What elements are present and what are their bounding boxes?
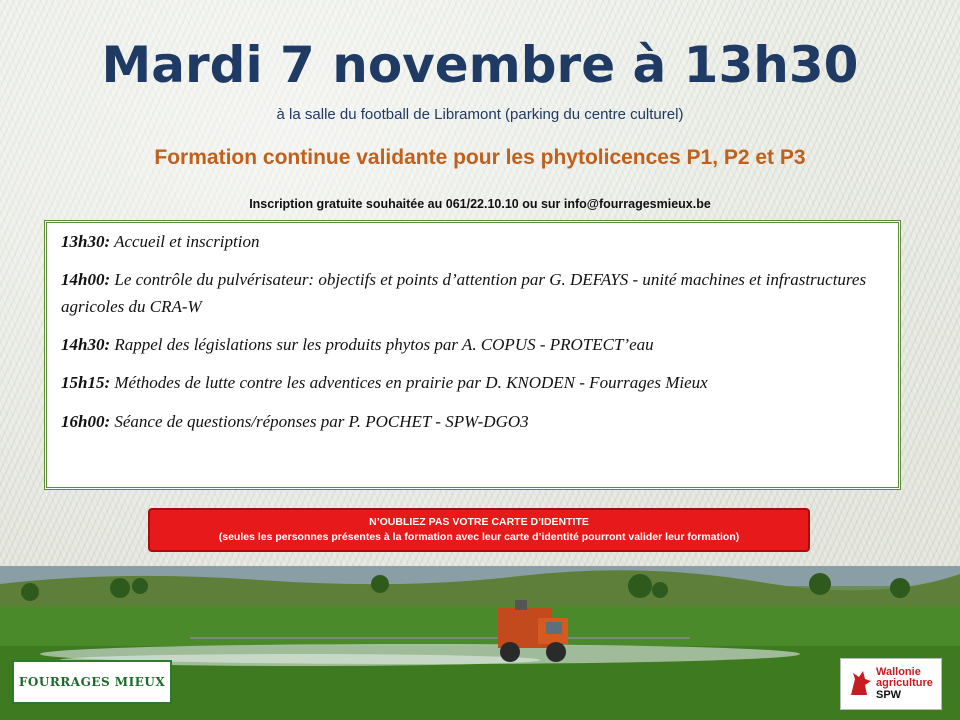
- id-card-warning: [148, 508, 810, 552]
- logo-wallonie: Wallonie: [876, 665, 921, 678]
- warning-title: N’OUBLIEZ PAS VOTRE CARTE D’IDENTITE: [369, 516, 589, 528]
- program-text: Méthodes de lutte contre les adventices en prairie par D. KNODEN - Fourrages Mieux: [110, 373, 708, 393]
- program-text: Accueil et inscription: [110, 232, 260, 251]
- inscription-info: Inscription gratuite souhaitée au 061/22.10.10 ou sur info@fourragesmieux.be: [249, 197, 711, 211]
- program-text: Séance de questions/réponses par P. POCHET - SPW-DGO3: [110, 411, 529, 431]
- logo-right-text: [876, 667, 933, 702]
- program-item: [61, 229, 888, 255]
- program-item: [61, 267, 888, 320]
- program-time: 16h00:: [61, 411, 111, 431]
- program-time: 13h30:: [61, 232, 111, 251]
- formation-heading: Formation continue validante pour les phytolicences P1, P2 et P3: [154, 146, 806, 169]
- wallonie-agriculture-spw-logo: [840, 658, 942, 710]
- program-time: 15h15:: [61, 373, 111, 393]
- event-date-title: Mardi 7 novembre à 13h30: [101, 36, 859, 94]
- program-item: [61, 370, 888, 396]
- logo-agriculture: agriculture: [876, 677, 933, 690]
- fourrages-mieux-logo: [12, 660, 172, 704]
- program-item: [61, 409, 888, 435]
- program-box: [44, 220, 901, 490]
- program-text: Le contrôle du pulvérisateur: objectifs et points d’attention par G. DEFAYS - unité machines et infrastructures agricoles du CRA-W: [61, 270, 867, 316]
- logo-spw: SPW: [876, 688, 902, 701]
- event-location: à la salle du football de Libramont (parking du centre culturel): [276, 106, 684, 123]
- program-time: 14h30:: [61, 335, 111, 355]
- rooster-icon: [847, 669, 873, 699]
- program-time: 14h00:: [61, 270, 111, 290]
- warning-detail: (seules les personnes présentes à la formation avec leur carte d’identité pourront valider leur formation): [218, 531, 740, 544]
- program-text: Rappel des législations sur les produits phytos par A. COPUS - PROTECT’eau: [110, 335, 654, 355]
- logo-text: FOURRAGES MIEUX: [18, 675, 166, 689]
- program-item: [61, 332, 888, 358]
